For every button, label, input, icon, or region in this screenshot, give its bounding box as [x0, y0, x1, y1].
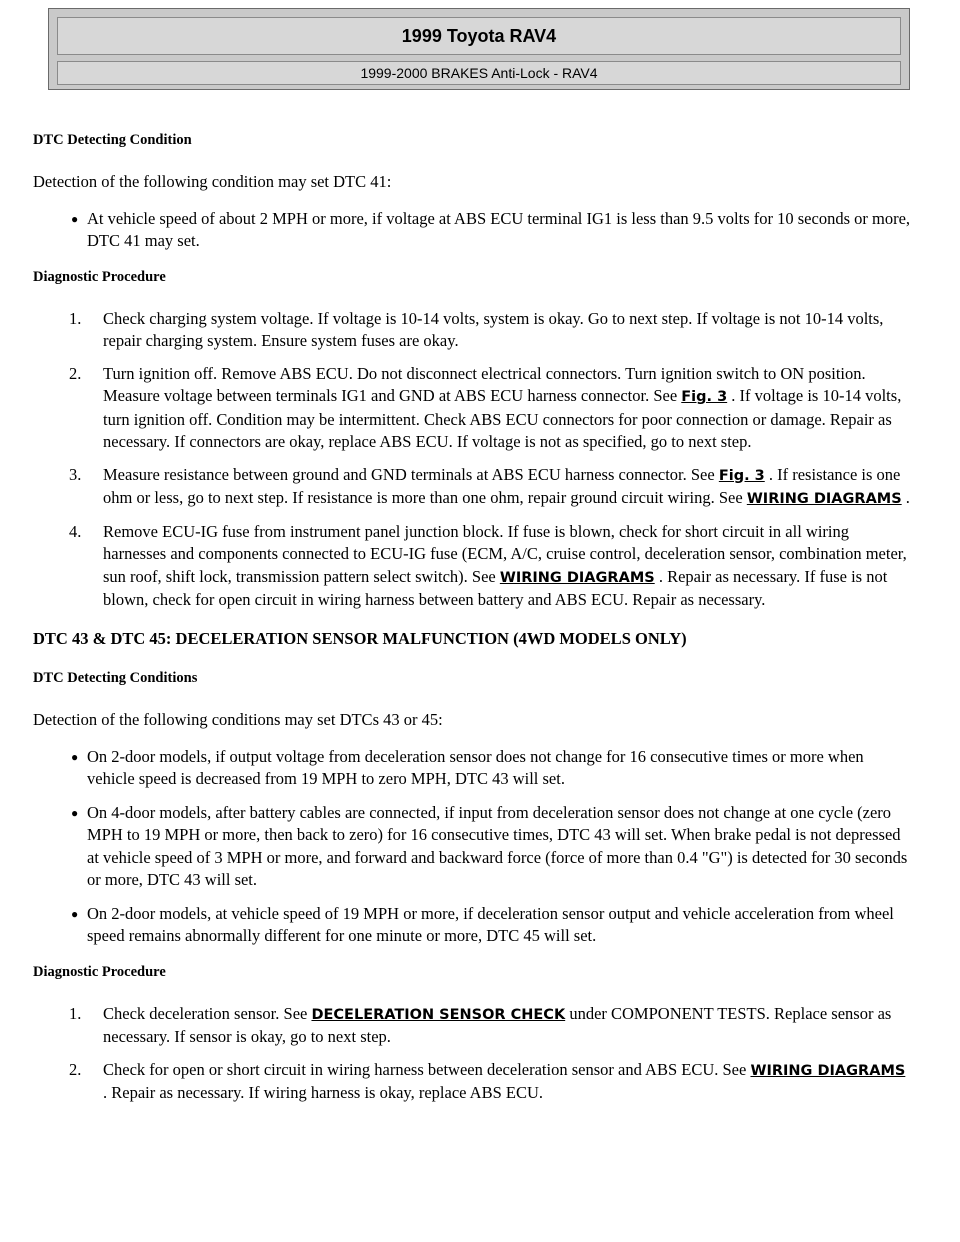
bullet-icon: ● — [71, 749, 79, 764]
list-item: 4. Remove ECU-IG fuse from instrument panel junction block. If fuse is blown, check for short circuit in all wiring harnesses and components connected to ECU-IG fuse (ECM, A/C, cruise control, deceleration sensor, combination meter, sun roof, shift lock, transmission pattern select switch). See WIRING DIAGRAMS . Repair as necessary. If fuse is not blown, check for open circuit in wiring harness between battery and ABS ECU. Repair as necessary. — [69, 521, 907, 609]
section-heading: DTC 43 & DTC 45: DECELERATION SENSOR MALFUNCTION (4WD MODELS ONLY) — [33, 628, 687, 648]
deceleration-sensor-check-link[interactable]: DECELERATION SENSOR CHECK — [311, 1006, 566, 1023]
condition-list — [33, 208, 913, 253]
bullet-icon: ● — [71, 805, 79, 820]
bullet-icon: ● — [71, 906, 79, 921]
document-title: 1999 Toyota RAV4 — [57, 17, 901, 55]
bullet-icon: ● — [71, 211, 79, 226]
list-item: 1. Check charging system voltage. If voltage is 10-14 volts, system is okay. Go to next step. If voltage is not 10-14 volts, repair charging system. Ensure system fuses are okay. — [69, 308, 884, 350]
section-subheading: DTC Detecting Conditions — [33, 670, 198, 686]
wiring-diagrams-link[interactable]: WIRING DIAGRAMS — [746, 491, 902, 507]
section-intro: Detection of the following condition may set DTC 41: — [33, 172, 392, 191]
section-heading: Diagnostic Procedure — [33, 963, 166, 980]
condition-list — [33, 746, 913, 948]
list-item: ● On 4-door models, after battery cables are connected, if input from deceleration sensor does not change at one cycle (zero MPH to 19 MPH or more, then back to zero) for 16 consecutive times, DTC 43 will set. When brake pedal is not depressed at vehicle speed of 3 MPH or more, and forward and backward force (force of more than 0.4 "G") is detected for 30 seconds or more, DTC 43 will set. — [71, 802, 908, 889]
wiring-diagrams-link[interactable]: WIRING DIAGRAMS — [750, 1062, 906, 1079]
document-body — [33, 130, 913, 1121]
fig-3-link[interactable]: Fig. 3 — [718, 467, 765, 484]
section-heading: Diagnostic Procedure — [33, 268, 166, 285]
list-item: 3. Measure resistance between ground and GND terminals at ABS ECU harness connector. See Fig. 3 . If resistance is one ohm or less, go to next step. If resistance is more than one ohm, repair ground circuit wiring. See WIRING DIAGRAMS . — [69, 464, 910, 507]
list-item: 2. Check for open or short circuit in wiring harness between deceleration sensor and ABS ECU. See WIRING DIAGRAMS . Repair as necessary. If wiring harness is okay, replace ABS ECU. — [69, 1059, 906, 1102]
list-item: 2. Turn ignition off. Remove ABS ECU. Do not disconnect electrical connectors. Turn ignition switch to ON position. Measure voltage between terminals IG1 and GND at ABS ECU harness connector. See Fig. 3 . If voltage is 10-14 volts, turn ignition off. Condition may be intermittent. Check ABS ECU connectors for poor connection or damage. Repair as necessary. If connectors are okay, replace ABS ECU. If voltage is not as specified, go to next step. — [69, 363, 902, 451]
wiring-diagrams-link[interactable]: WIRING DIAGRAMS — [499, 569, 655, 586]
procedure-steps — [33, 308, 913, 612]
procedure-steps — [33, 1003, 913, 1105]
section-heading: DTC Detecting Condition — [33, 132, 192, 148]
fig-3-link[interactable]: Fig. 3 — [681, 389, 728, 405]
document-subtitle: 1999-2000 BRAKES Anti-Lock - RAV4 — [57, 61, 901, 85]
list-item: ● On 2-door models, at vehicle speed of 19 MPH or more, if deceleration sensor output and vehicle acceleration from wheel speed remains abnormally different for one minute or more, DTC 45 will set. — [71, 903, 894, 945]
section-intro: Detection of the following conditions may set DTCs 43 or 45: — [33, 710, 443, 729]
list-item: ● At vehicle speed of about 2 MPH or more, if voltage at ABS ECU terminal IG1 is less than 9.5 volts for 10 seconds or more, DTC 41 may set. — [71, 208, 911, 250]
list-item: 1. Check deceleration sensor. See DECELERATION SENSOR CHECK under COMPONENT TESTS. Replace sensor as necessary. If sensor is okay, go to next step. — [69, 1003, 892, 1046]
list-item: ● On 2-door models, if output voltage from deceleration sensor does not change for 16 consecutive times or more when vehicle speed is decreased from 19 MPH to zero MPH, DTC 43 will set. — [71, 746, 864, 788]
document-header — [48, 8, 910, 90]
